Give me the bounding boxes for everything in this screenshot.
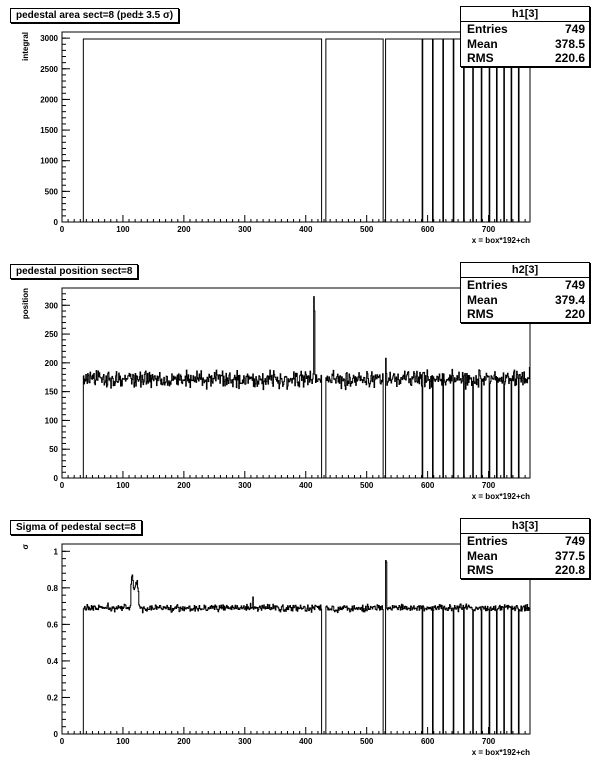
x-tick-label: 200 [177,481,191,490]
y-tick-label: 0.8 [46,583,58,593]
y-tick-label: 2000 [40,95,58,105]
y-axis-label: σ [21,544,30,550]
stats-box-h1 [460,6,590,67]
x-tick-label: 600 [420,737,435,746]
stats-rms-value: 220.6 [554,51,585,65]
stats-entries-value: 749 [564,534,585,548]
x-tick-label: 700 [481,225,496,234]
stats-mean-label: Mean [467,548,498,563]
x-tick-label: 500 [360,481,374,490]
stats-rms-value: 220.8 [554,563,585,577]
stats-histogram-name: h3[3] [461,519,589,534]
y-tick-label: 0.6 [46,620,58,630]
x-tick-label: 100 [116,737,130,746]
y-tick-label: 1 [53,547,58,557]
x-tick-label: 100 [116,225,130,234]
histogram-pad-h1 [0,0,596,256]
y-tick-label: 100 [44,416,58,426]
x-tick-label: 200 [177,737,191,746]
x-tick-label: 700 [481,737,496,746]
y-tick-label: 2500 [40,64,58,74]
plot-title-h1: pedestal area sect=8 (ped± 3.5 σ) [10,8,179,23]
x-tick-label: 300 [238,225,252,234]
x-tick-label: 300 [238,737,252,746]
stats-entries-label: Entries [467,22,508,36]
y-tick-label: 0 [53,730,58,739]
x-tick-label: 200 [177,225,191,234]
y-tick-label: 300 [44,301,58,311]
y-tick-label: 0.4 [46,656,58,666]
x-tick-label: 0 [59,737,65,746]
x-axis-label: x = box*192+ch [471,492,530,501]
stats-entries-label: Entries [467,534,508,548]
stats-mean-label: Mean [467,292,498,307]
histogram-line [62,560,530,734]
stats-mean-value: 378.5 [554,36,585,51]
stats-rms-label: RMS [467,307,494,321]
stats-entries-value: 749 [564,278,585,292]
stats-mean-value: 379.4 [554,292,585,307]
x-tick-label: 600 [420,225,435,234]
y-tick-label: 1000 [40,156,58,166]
x-tick-label: 500 [360,737,374,746]
plot-title-h2: pedestal position sect=8 [10,264,138,279]
stats-box-h2 [460,262,590,323]
x-tick-label: 400 [299,225,313,234]
stats-mean-label: Mean [467,36,498,51]
stats-rms-label: RMS [467,51,494,65]
stats-mean-value: 377.5 [554,548,585,563]
stats-histogram-name: h1[3] [461,7,589,22]
x-axis-label: x = box*192+ch [471,748,530,757]
y-axis-label: position [21,288,30,320]
y-tick-label: 1500 [40,126,58,136]
y-tick-label: 0.2 [46,693,58,703]
stats-histogram-name: h2[3] [461,263,589,278]
stats-rms-value: 220 [564,307,585,321]
histogram-line [62,297,530,478]
x-tick-label: 100 [116,481,130,490]
y-tick-label: 3000 [40,34,58,44]
x-tick-label: 0 [59,225,65,234]
y-tick-label: 50 [49,445,58,455]
stats-entries-label: Entries [467,278,508,292]
y-tick-label: 0 [53,218,58,227]
y-tick-label: 150 [44,387,58,397]
y-tick-label: 200 [44,358,58,368]
x-tick-label: 300 [238,481,252,490]
x-tick-label: 400 [299,737,313,746]
stats-rms-label: RMS [467,563,494,577]
y-tick-label: 500 [44,187,58,197]
x-tick-label: 500 [360,225,374,234]
x-axis-label: x = box*192+ch [471,236,530,245]
histogram-pad-h2 [0,256,596,512]
y-tick-label: 0 [53,474,58,483]
x-tick-label: 700 [481,481,496,490]
y-axis-label: integral [21,32,30,61]
histogram-pad-h3 [0,512,596,768]
stats-entries-value: 749 [564,22,585,36]
y-tick-label: 250 [44,330,58,340]
x-tick-label: 400 [299,481,313,490]
x-tick-label: 0 [59,481,65,490]
stats-box-h3 [460,518,590,579]
x-tick-label: 600 [420,481,435,490]
plot-title-h3: Sigma of pedestal sect=8 [10,520,142,535]
